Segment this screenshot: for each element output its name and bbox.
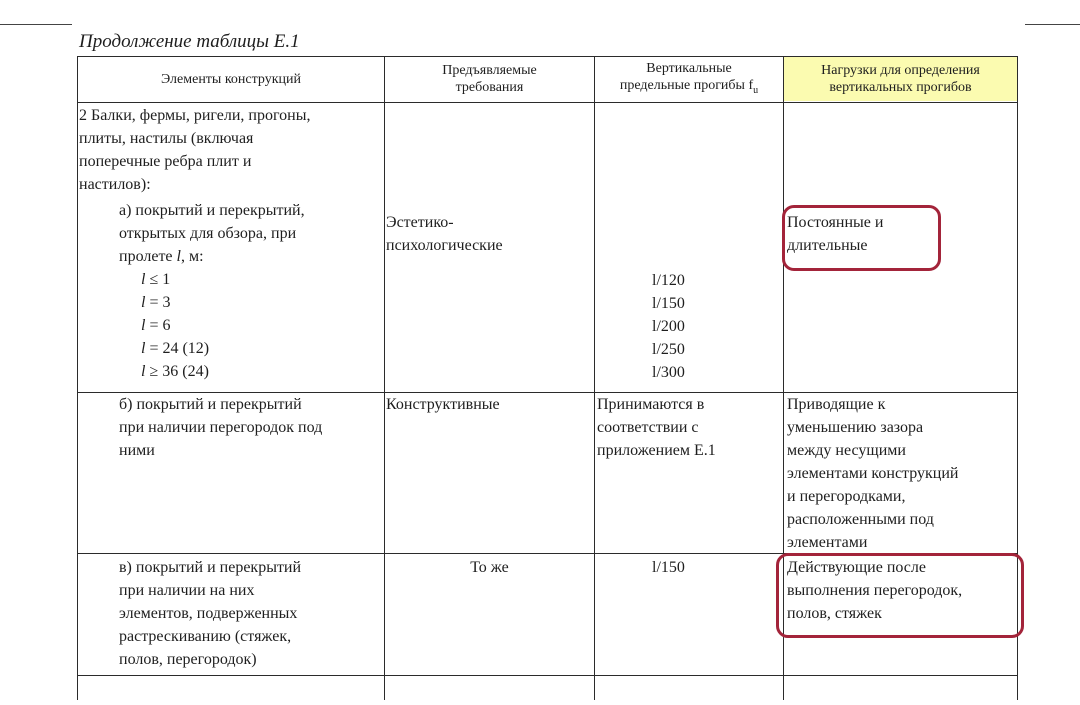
- top-right-rule: [1025, 24, 1080, 25]
- column-divider-3: [783, 56, 784, 700]
- header-requirements-line2: требования: [455, 80, 524, 95]
- span-var: l: [141, 317, 146, 334]
- row2-loads-line: элементами: [787, 534, 868, 551]
- row1-intro-line: настилов):: [79, 176, 151, 193]
- span-value: = 6: [145, 317, 171, 334]
- header-elements-label: Элементы конструкций: [160, 71, 302, 87]
- row2-loads-line: элементами конструкций: [787, 465, 959, 482]
- row2-limit-line: приложением Е.1: [597, 442, 716, 459]
- row1a-span-var: l: [176, 248, 181, 265]
- row1-requirement-cell: [386, 211, 591, 257]
- column-divider-1: [384, 56, 385, 700]
- row2-requirement-cell: [386, 393, 591, 416]
- header-deflections: [595, 57, 783, 101]
- deflection-limit: l/300: [652, 364, 685, 381]
- row1-loads-line2: длительные: [787, 237, 868, 254]
- row2-element-line: при наличии перегородок под: [119, 419, 323, 436]
- span-value: = 24 (12): [145, 340, 210, 357]
- header-loads: [784, 57, 1017, 101]
- row3-element-line: полов, перегородок): [119, 651, 257, 668]
- row1-loads-line1: Постоянные и: [787, 214, 884, 231]
- span-var: l: [141, 363, 146, 380]
- row2-requirement: Конструктивные: [386, 396, 500, 413]
- row1-intro-line: 2 Балки, фермы, ригели, прогоны,: [79, 107, 311, 124]
- deflection-limit: l/150: [652, 295, 685, 312]
- header-loads-line2: вертикальных прогибов: [829, 80, 972, 95]
- row-divider-2: [77, 553, 1018, 554]
- row3-element-line: элементов, подверженных: [119, 605, 298, 622]
- row1-intro-line: поперечные ребра плит и: [79, 153, 252, 170]
- row1-requirement-line2: психологические: [386, 237, 503, 254]
- row3-loads-cell: [787, 556, 1015, 625]
- row3-element-line: растрескиванию (стяжек,: [119, 628, 292, 645]
- span-condition: [79, 268, 383, 291]
- table-border-right: [1017, 56, 1018, 700]
- row1a-line: [79, 245, 383, 268]
- span-condition: [79, 360, 383, 383]
- row2-limit-line: Принимаются в: [597, 396, 705, 413]
- row3-elements-cell: [79, 556, 383, 671]
- row1a-line: а) покрытий и перекрытий,: [119, 202, 305, 219]
- deflection-limit: l/120: [652, 272, 685, 289]
- row1a-span-suffix: , м:: [180, 248, 204, 265]
- row2-element-line: б) покрытий и перекрытий: [119, 396, 302, 413]
- span-value: ≥ 36 (24): [145, 363, 209, 380]
- row3-element-line: в) покрытий и перекрытий: [119, 559, 302, 576]
- row2-loads-line: расположенными под: [787, 511, 934, 528]
- row1a-line: открытых для обзора, при: [119, 225, 297, 242]
- row3-requirement-cell: [385, 556, 594, 579]
- row3-requirement: То же: [470, 559, 509, 576]
- row2-elements-cell: [79, 393, 383, 462]
- row2-loads-cell: [787, 393, 1015, 552]
- top-left-rule: [0, 24, 72, 25]
- span-var: l: [141, 340, 146, 357]
- row2-loads-line: Приводящие к: [787, 396, 886, 413]
- row1-limits-cell: [652, 269, 782, 384]
- row2-loads-line: между несущими: [787, 442, 906, 459]
- header-elements: [78, 57, 384, 101]
- row3-limit-cell: [652, 556, 782, 579]
- row2-loads-line: и перегородками,: [787, 488, 906, 505]
- span-condition: [79, 337, 383, 360]
- span-value: ≤ 1: [145, 271, 171, 288]
- row1a-span-prefix: пролете: [119, 248, 177, 265]
- header-divider: [77, 102, 1018, 103]
- row-divider-3: [77, 675, 1018, 676]
- row3-loads-line: полов, стяжек: [787, 605, 882, 622]
- row3-limit: l/150: [652, 559, 685, 576]
- span-var: l: [141, 271, 146, 288]
- span-value: = 3: [145, 294, 171, 311]
- header-deflections-subscript: u: [753, 84, 759, 96]
- row1-loads-cell: [787, 211, 1013, 257]
- row1-requirement-line1: Эстетико-: [386, 214, 454, 231]
- span-condition: [79, 314, 383, 337]
- header-deflections-text: предельные прогибы f: [619, 77, 754, 93]
- row2-limits-cell: [597, 393, 781, 462]
- table-caption: Продолжение таблицы Е.1: [79, 31, 300, 52]
- header-loads-line1: Нагрузки для определения: [821, 63, 980, 78]
- span-condition: [79, 291, 383, 314]
- header-deflections-line2: [620, 77, 758, 99]
- deflection-limit: l/200: [652, 318, 685, 335]
- row2-loads-line: уменьшению зазора: [787, 419, 924, 436]
- header-requirements-line1: Предъявляемые: [442, 63, 537, 78]
- row2-element-line: ними: [119, 442, 155, 459]
- row3-element-line: при наличии на них: [119, 582, 255, 599]
- span-var: l: [141, 294, 146, 311]
- column-divider-2: [594, 56, 595, 700]
- header-requirements: [385, 57, 594, 101]
- deflection-limit: l/250: [652, 341, 685, 358]
- norms-table: [77, 56, 1018, 700]
- row2-limit-line: соответствии с: [597, 419, 699, 436]
- row3-loads-line: выполнения перегородок,: [787, 582, 963, 599]
- row3-loads-line: Действующие после: [787, 559, 926, 576]
- row1-intro-line: плиты, настилы (включая: [79, 130, 254, 147]
- row1-elements-cell: [79, 104, 383, 383]
- table-border-left: [77, 56, 78, 700]
- header-deflections-line1: Вертикальные: [646, 60, 732, 76]
